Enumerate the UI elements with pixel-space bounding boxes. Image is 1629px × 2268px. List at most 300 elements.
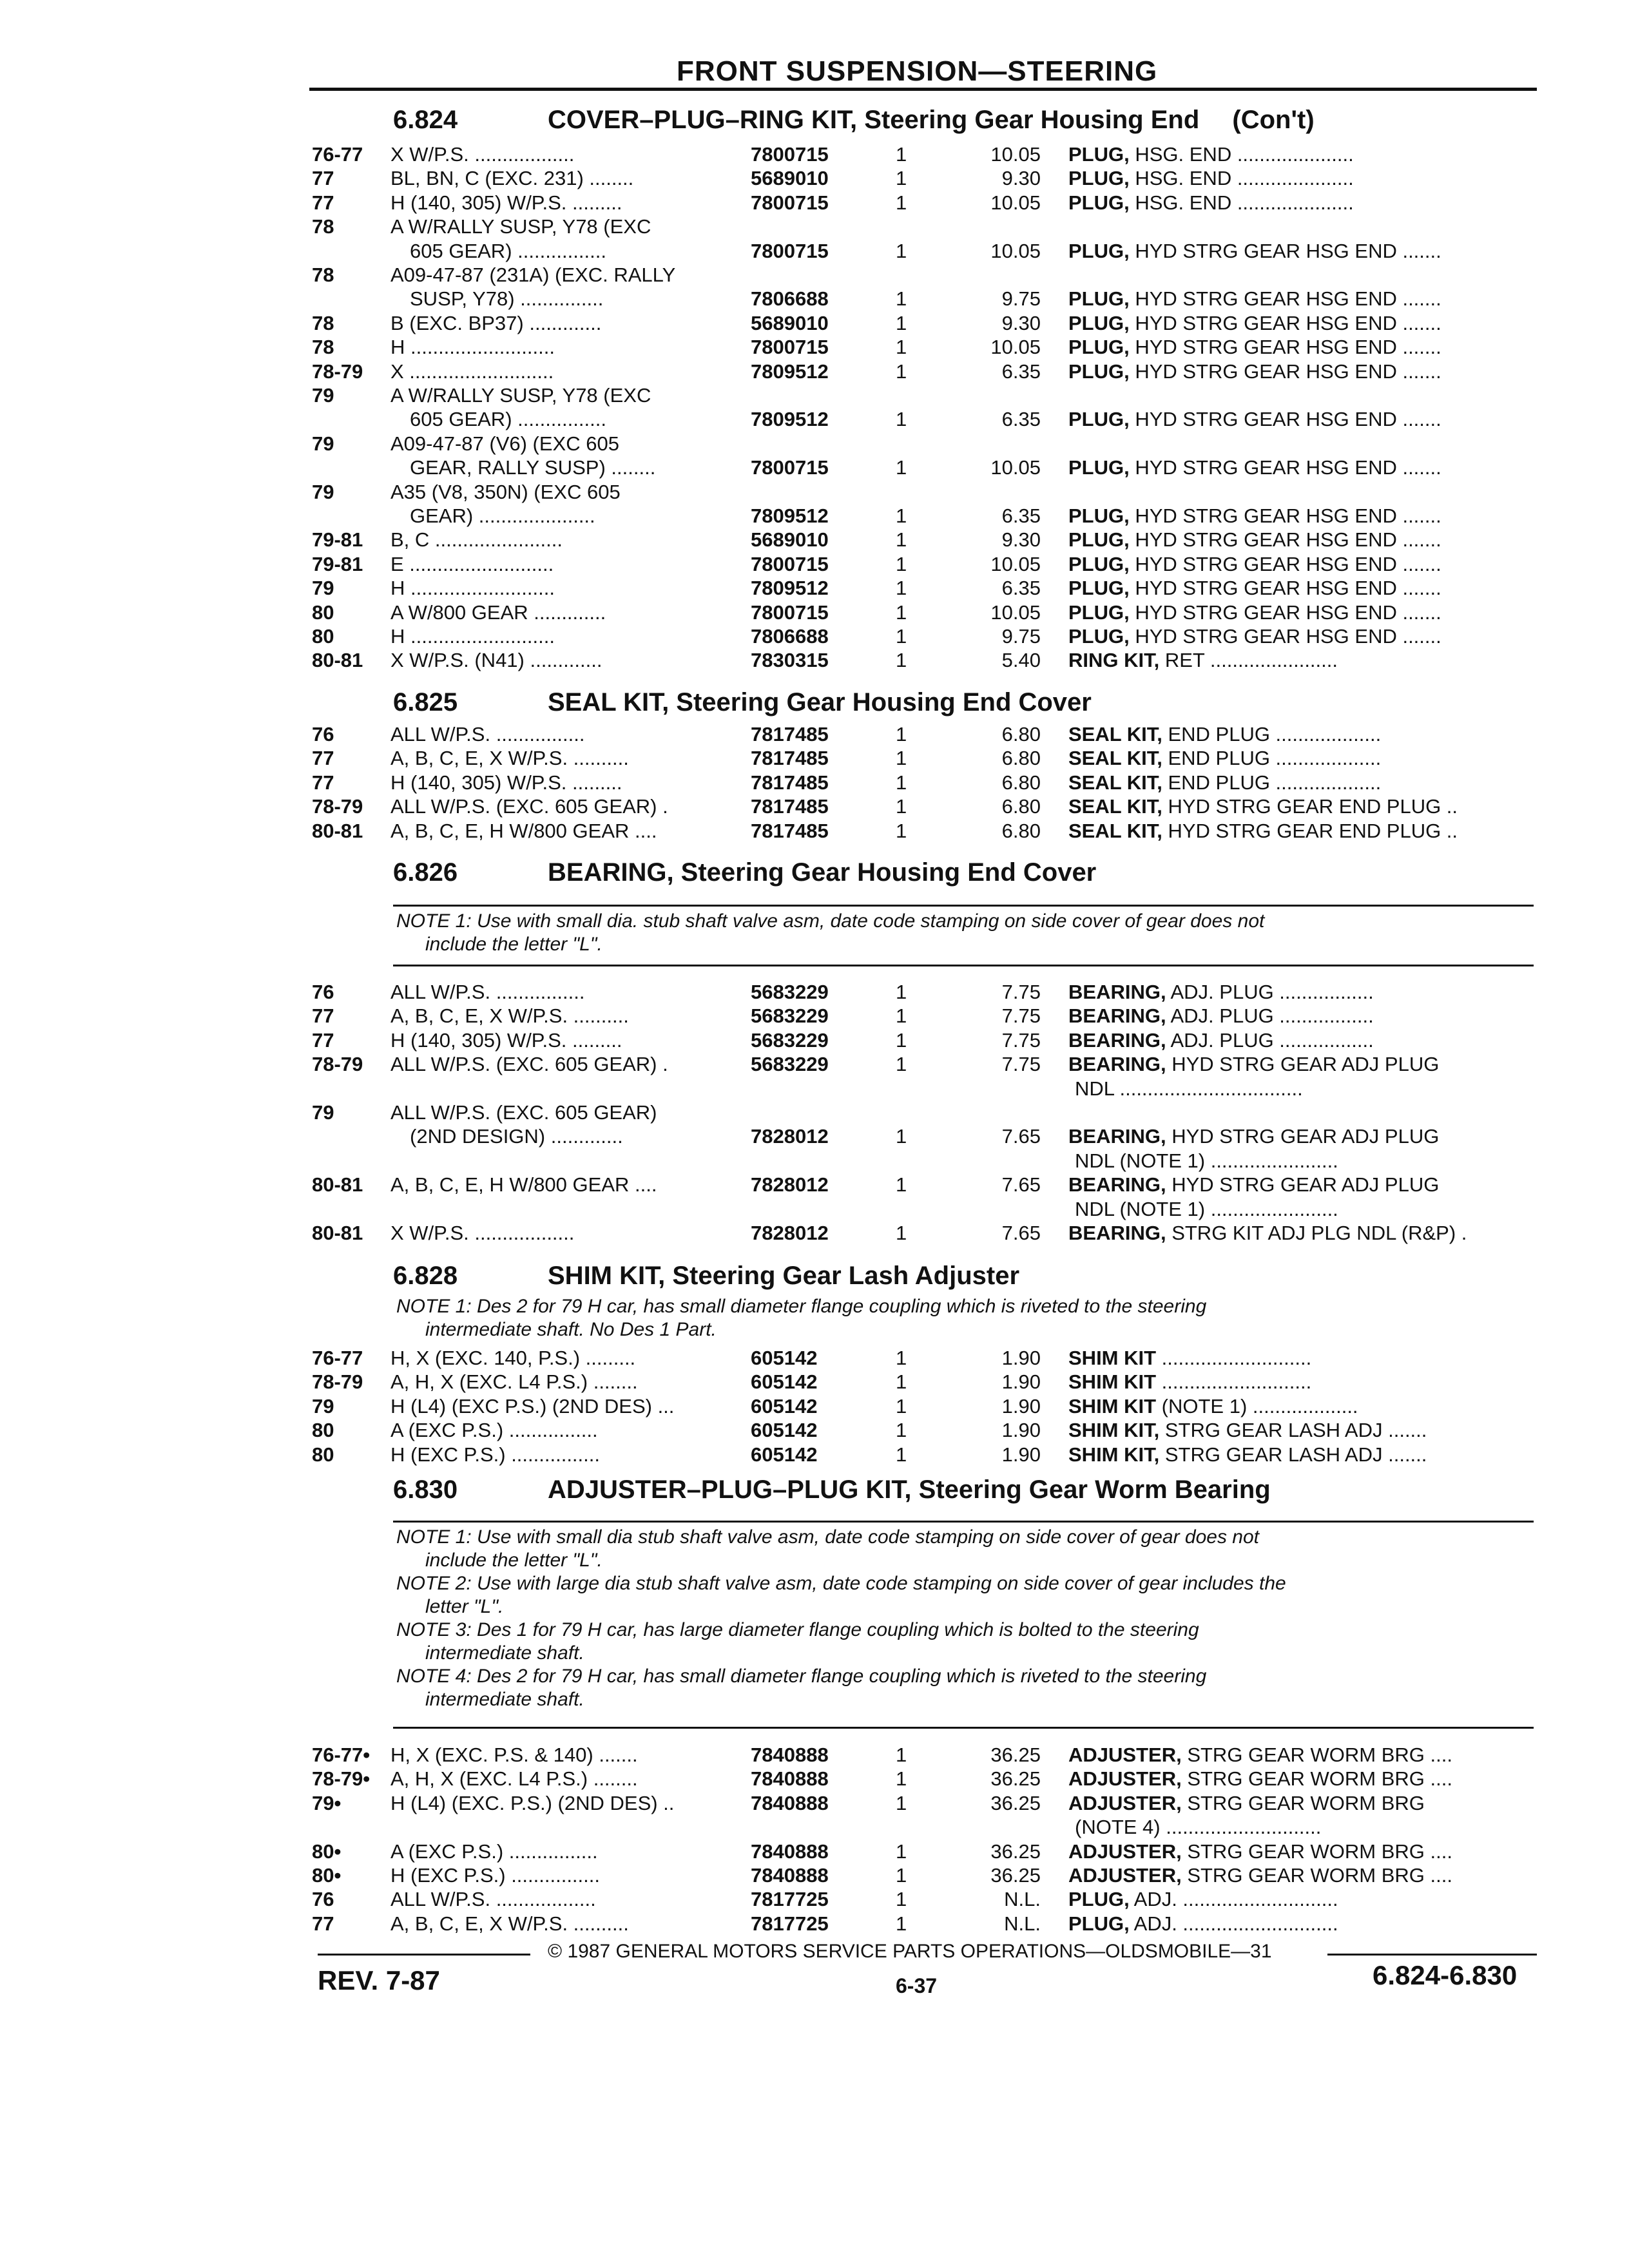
part-number: 7800715 [751, 191, 829, 214]
table-row [0, 649, 1629, 673]
table-row [0, 820, 1629, 844]
application: GEAR) ..................... [410, 505, 595, 527]
section-number: 6.830 [393, 1475, 458, 1504]
description-noun: BEARING, [1068, 981, 1166, 1003]
description [1068, 820, 1545, 843]
part-number: 7840888 [751, 1744, 829, 1766]
quantity: 1 [896, 771, 907, 794]
part-number: 7817725 [751, 1888, 829, 1911]
description [1068, 456, 1545, 479]
part-number: 7817485 [751, 723, 829, 745]
note-line: include the letter "L". [425, 1550, 602, 1571]
section-title: SHIM KIT, Steering Gear Lash Adjuster [548, 1262, 1020, 1290]
table-row [0, 1077, 1629, 1102]
application: X W/P.S. .................. [390, 143, 575, 166]
note-line: include the letter "L". [425, 934, 602, 955]
description-detail: HYD STRG GEAR HSG END ....... [1129, 311, 1441, 334]
description-noun: PLUG, [1068, 1912, 1130, 1935]
section-heading-6825 [393, 688, 1092, 717]
description-noun: ADJUSTER, [1068, 1744, 1182, 1766]
quantity: 1 [896, 625, 907, 648]
table-row [0, 240, 1629, 264]
description [1068, 1744, 1545, 1767]
quantity: 1 [896, 1888, 907, 1911]
part-number: 7817485 [751, 771, 829, 794]
model-year: 79 [312, 1101, 334, 1124]
model-year: 80-81 [312, 649, 363, 672]
section-heading-6830 [393, 1475, 1271, 1504]
part-number: 7828012 [751, 1173, 829, 1196]
description-detail: ........................... [1156, 1370, 1312, 1394]
description [1075, 1198, 1552, 1221]
quantity: 1 [896, 167, 907, 190]
model-year: 77 [312, 1004, 334, 1028]
part-number: 7800715 [751, 601, 829, 624]
model-year: 78-79 [312, 1053, 363, 1076]
table-row [0, 1173, 1629, 1198]
description-noun: BEARING, [1068, 1125, 1166, 1148]
section-rule [393, 1727, 1534, 1729]
price: 9.30 [1001, 167, 1041, 190]
section-number: 6.825 [393, 688, 458, 716]
description-detail: STRG GEAR LASH ADJ ....... [1159, 1443, 1427, 1466]
description [1068, 723, 1545, 746]
description-noun: PLUG, [1068, 239, 1130, 262]
price: 6.80 [1001, 747, 1041, 770]
application: A, B, C, E, X W/P.S. .......... [390, 747, 629, 770]
description [1068, 1029, 1545, 1052]
description-noun: SEAL KIT, [1068, 771, 1162, 794]
section-rule [393, 905, 1534, 907]
description-detail: HYD STRG GEAR ADJ PLUG [1166, 1173, 1440, 1196]
section-number: 6.824 [393, 106, 458, 134]
model-year: 76-77• [312, 1744, 371, 1766]
application: H (140, 305) W/P.S. ......... [390, 771, 622, 794]
model-year: 79 [312, 1394, 334, 1418]
part-number: 5683229 [751, 1004, 829, 1028]
quantity: 1 [896, 1912, 907, 1935]
description [1068, 1395, 1545, 1418]
table-row [0, 1125, 1629, 1149]
description-detail: (NOTE 1) ................... [1156, 1394, 1358, 1418]
table-row [0, 1767, 1629, 1792]
price: 10.05 [990, 336, 1041, 359]
description-detail: STRG GEAR LASH ADJ ....... [1159, 1419, 1427, 1442]
table-row [0, 1370, 1629, 1395]
description-noun: PLUG, [1068, 552, 1130, 575]
price: 36.25 [990, 1791, 1041, 1814]
part-number: 605142 [751, 1370, 818, 1394]
description-detail: HYD STRG GEAR HSG END ....... [1129, 625, 1441, 648]
description-noun: PLUG, [1068, 408, 1130, 431]
model-year: 78-79• [312, 1767, 371, 1791]
description [1075, 1077, 1552, 1100]
table-row [0, 577, 1629, 601]
quantity: 1 [896, 239, 907, 262]
description-detail: STRG GEAR WORM BRG .... [1181, 1744, 1452, 1766]
quantity: 1 [896, 601, 907, 624]
description-noun: BEARING, [1068, 1222, 1166, 1244]
application: A, H, X (EXC. L4 P.S.) ........ [390, 1370, 638, 1394]
application: H .......................... [390, 577, 555, 600]
footer-rule-left [318, 1954, 530, 1956]
quantity: 1 [896, 505, 907, 527]
table-row [0, 1443, 1629, 1468]
table-row [0, 264, 1629, 288]
application: H, X (EXC. 140, P.S.) ......... [390, 1347, 636, 1369]
model-year: 79 [312, 432, 334, 455]
description-detail: HYD STRG GEAR HSG END ....... [1129, 456, 1441, 479]
description-detail: HSG. END ..................... [1129, 191, 1354, 214]
note-line: NOTE 1: Use with small dia stub shaft valve asm, date code stamping on side cover of gear does not [396, 1526, 1259, 1548]
quantity: 1 [896, 408, 907, 431]
quantity: 1 [896, 819, 907, 842]
description-detail: HYD STRG GEAR HSG END ....... [1129, 505, 1441, 527]
part-number: 7817485 [751, 747, 829, 770]
part-number: 7800715 [751, 456, 829, 479]
section-suffix: (Con't) [1232, 106, 1315, 134]
quantity: 1 [896, 552, 907, 575]
description-detail: NDL (NOTE 1) ....................... [1075, 1149, 1338, 1172]
quantity: 1 [896, 143, 907, 166]
model-year: 79-81 [312, 528, 363, 552]
quantity: 1 [896, 1840, 907, 1863]
description [1068, 795, 1545, 818]
application: A W/RALLY SUSP, Y78 (EXC [390, 215, 651, 238]
description-detail: HYD STRG GEAR HSG END ....... [1129, 528, 1441, 552]
note-line: intermediate shaft. No Des 1 Part. [425, 1319, 717, 1340]
part-number: 7828012 [751, 1125, 829, 1148]
model-year: 78-79 [312, 360, 363, 383]
description-detail: NDL ................................. [1075, 1077, 1303, 1100]
price: 7.65 [1001, 1125, 1041, 1148]
price: 9.75 [1001, 625, 1041, 648]
description-detail: ........................... [1156, 1347, 1312, 1369]
note-line: NOTE 2: Use with large dia stub shaft valve asm, date code stamping on side cover of gear includes the [396, 1573, 1286, 1594]
price: 9.75 [1001, 287, 1041, 311]
part-number: 7800715 [751, 552, 829, 575]
description-noun: BEARING, [1068, 1053, 1166, 1076]
description-noun: RING KIT, [1068, 649, 1160, 672]
price: 6.80 [1001, 795, 1041, 818]
description-detail: HYD STRG GEAR END PLUG .. [1162, 819, 1458, 842]
model-year: 80 [312, 1419, 334, 1442]
section-title: COVER–PLUG–RING KIT, Steering Gear Housing End [548, 106, 1200, 134]
price: 6.35 [1001, 360, 1041, 383]
table-row [0, 287, 1629, 312]
description [1068, 1419, 1545, 1442]
footer-rule-right [1327, 1954, 1537, 1956]
application: ALL W/P.S. (EXC. 605 GEAR) . [390, 1053, 668, 1076]
price: 9.30 [1001, 528, 1041, 552]
model-year: 80-81 [312, 1173, 363, 1196]
description [1068, 1864, 1545, 1887]
description-noun: SEAL KIT, [1068, 723, 1162, 745]
application: SUSP, Y78) ............... [410, 287, 604, 311]
model-year: 76 [312, 981, 334, 1003]
section-title: SEAL KIT, Steering Gear Housing End Cover [548, 688, 1092, 716]
application: B, C ....................... [390, 528, 563, 552]
table-row [0, 1101, 1629, 1126]
application: 605 GEAR) ................ [410, 239, 606, 262]
model-year: 78-79 [312, 795, 363, 818]
note-line: NOTE 1: Des 2 for 79 H car, has small diameter flange coupling which is riveted to the steering [396, 1296, 1207, 1317]
part-number: 5689010 [751, 311, 829, 334]
table-row [0, 1004, 1629, 1029]
table-row [0, 191, 1629, 216]
part-number: 7809512 [751, 360, 829, 383]
table-row [0, 1888, 1629, 1912]
description-noun: PLUG, [1068, 601, 1130, 624]
description [1068, 771, 1545, 794]
description [1068, 360, 1545, 383]
title-rule [309, 88, 1537, 91]
table-row [0, 312, 1629, 336]
revision-label: REV. 7-87 [318, 1965, 440, 1995]
price: 36.25 [990, 1767, 1041, 1791]
description [1068, 625, 1545, 648]
application: A, B, C, E, H W/800 GEAR .... [390, 819, 657, 842]
model-year: 80-81 [312, 1222, 363, 1244]
description-noun: PLUG, [1068, 191, 1130, 214]
section-title: BEARING, Steering Gear Housing End Cover [548, 858, 1097, 887]
model-year: 80• [312, 1840, 342, 1863]
description-detail: STRG GEAR WORM BRG .... [1181, 1840, 1452, 1863]
part-number: 7800715 [751, 336, 829, 359]
table-row [0, 1222, 1629, 1246]
note-line: NOTE 4: Des 2 for 79 H car, has small diameter flange coupling which is riveted to the steering [396, 1666, 1207, 1687]
price: 10.05 [990, 143, 1041, 166]
model-year: 77 [312, 191, 334, 214]
model-year: 76-77 [312, 1347, 363, 1369]
price: 7.75 [1001, 1004, 1041, 1028]
quantity: 1 [896, 311, 907, 334]
description [1068, 528, 1545, 552]
description-detail: HYD STRG GEAR ADJ PLUG [1166, 1125, 1440, 1148]
description [1068, 167, 1545, 190]
section-rule [393, 965, 1534, 966]
table-row [0, 384, 1629, 408]
quantity: 1 [896, 1394, 907, 1418]
description [1075, 1149, 1552, 1173]
quantity: 1 [896, 981, 907, 1003]
model-year: 78-79 [312, 1370, 363, 1394]
application: A (EXC P.S.) ................ [390, 1840, 598, 1863]
description-noun: PLUG, [1068, 456, 1130, 479]
note-line: intermediate shaft. [425, 1642, 584, 1664]
quantity: 1 [896, 1173, 907, 1196]
section-rule [393, 1521, 1534, 1523]
price: N.L. [1004, 1912, 1041, 1935]
description [1068, 1912, 1545, 1936]
table-row [0, 215, 1629, 240]
description-noun: PLUG, [1068, 336, 1130, 359]
quantity: 1 [896, 723, 907, 745]
table-row [0, 360, 1629, 385]
description-noun: ADJUSTER, [1068, 1767, 1182, 1791]
description [1068, 1053, 1545, 1076]
description [1068, 1370, 1545, 1394]
quantity: 1 [896, 1767, 907, 1791]
part-number: 7817725 [751, 1912, 829, 1935]
description [1068, 601, 1545, 624]
quantity: 1 [896, 1004, 907, 1028]
application: H (140, 305) W/P.S. ......... [390, 191, 622, 214]
description [1068, 505, 1545, 528]
page-number: 6-37 [896, 1974, 938, 1997]
part-number: 5689010 [751, 528, 829, 552]
section-range: 6.824-6.830 [1373, 1960, 1518, 1990]
footer-copyright: © 1987 GENERAL MOTORS SERVICE PARTS OPERATIONS—OLDSMOBILE—31 [548, 1941, 1272, 1962]
application: H (L4) (EXC P.S.) (2ND DES) ... [390, 1394, 675, 1418]
quantity: 1 [896, 795, 907, 818]
description [1068, 143, 1545, 166]
description-noun: PLUG, [1068, 1888, 1130, 1911]
quantity: 1 [896, 191, 907, 214]
table-row [0, 795, 1629, 820]
application: ALL W/P.S. .................. [390, 1888, 596, 1911]
description-detail: HYD STRG GEAR HSG END ....... [1129, 552, 1441, 575]
table-row [0, 432, 1629, 457]
model-year: 78 [312, 215, 334, 238]
table-row [0, 723, 1629, 747]
model-year: 79-81 [312, 552, 363, 575]
description-noun: PLUG, [1068, 143, 1130, 166]
description-detail: HYD STRG GEAR HSG END ....... [1129, 408, 1441, 431]
application: ALL W/P.S. (EXC. 605 GEAR) [390, 1101, 657, 1124]
description-detail: ADJ. PLUG ................. [1166, 981, 1374, 1003]
description [1068, 240, 1545, 263]
price: 7.65 [1001, 1173, 1041, 1196]
application: A, B, C, E, H W/800 GEAR .... [390, 1173, 657, 1196]
section-number: 6.826 [393, 858, 458, 887]
price: 6.80 [1001, 819, 1041, 842]
price: 10.05 [990, 601, 1041, 624]
part-number: 7840888 [751, 1767, 829, 1791]
application: ALL W/P.S. ................ [390, 981, 585, 1003]
price: 7.75 [1001, 981, 1041, 1003]
table-row [0, 1198, 1629, 1222]
model-year: 80 [312, 601, 334, 624]
note-line: NOTE 3: Des 1 for 79 H car, has large diameter flange coupling which is bolted to the steering [396, 1619, 1199, 1640]
application: A (EXC P.S.) ................ [390, 1419, 598, 1442]
description-detail: HSG. END ..................... [1129, 143, 1354, 166]
table-row [0, 1347, 1629, 1371]
description [1068, 553, 1545, 576]
table-row [0, 1395, 1629, 1419]
description-noun: SHIM KIT [1068, 1347, 1157, 1369]
price: 10.05 [990, 239, 1041, 262]
description-detail: HYD STRG GEAR HSG END ....... [1129, 287, 1441, 311]
description-noun: ADJUSTER, [1068, 1840, 1182, 1863]
description-detail: ADJ. PLUG ................. [1166, 1028, 1374, 1052]
description-detail: HYD STRG GEAR HSG END ....... [1129, 360, 1441, 383]
quantity: 1 [896, 1370, 907, 1394]
note-line: letter "L". [425, 1596, 504, 1617]
quantity: 1 [896, 456, 907, 479]
description [1068, 1004, 1545, 1028]
price: 10.05 [990, 191, 1041, 214]
description [1068, 1767, 1545, 1791]
description-detail: STRG GEAR WORM BRG .... [1181, 1864, 1452, 1887]
description [1068, 1888, 1545, 1911]
quantity: 1 [896, 287, 907, 311]
section-heading-6828 [393, 1262, 1019, 1291]
note-block [396, 1526, 1556, 1711]
application: X .......................... [390, 360, 554, 383]
quantity: 1 [896, 1222, 907, 1244]
table-row [0, 1744, 1629, 1768]
table-row [0, 167, 1629, 191]
part-number: 5683229 [751, 1053, 829, 1076]
part-number: 5683229 [751, 1028, 829, 1052]
description-noun: BEARING, [1068, 1004, 1166, 1028]
table-row [0, 553, 1629, 577]
note-block [396, 1295, 1556, 1341]
price: 6.35 [1001, 577, 1041, 600]
model-year: 77 [312, 1912, 334, 1935]
section-heading-6826 [393, 858, 1096, 887]
model-year: 77 [312, 167, 334, 190]
table-row [0, 456, 1629, 481]
model-year: 79 [312, 480, 334, 503]
table-row [0, 481, 1629, 505]
description [1068, 649, 1545, 672]
application: E .......................... [390, 552, 554, 575]
price: N.L. [1004, 1888, 1041, 1911]
model-year: 78 [312, 311, 334, 334]
description [1068, 1347, 1545, 1370]
table-row [0, 1912, 1629, 1937]
description-detail: ADJ. ............................ [1129, 1912, 1338, 1935]
description-noun: PLUG, [1068, 528, 1130, 552]
description-detail: ADJ. ............................ [1129, 1888, 1338, 1911]
description-noun: BEARING, [1068, 1028, 1166, 1052]
description-noun: PLUG, [1068, 577, 1130, 600]
model-year: 76 [312, 723, 334, 745]
application: 605 GEAR) ................ [410, 408, 606, 431]
table-row [0, 1816, 1629, 1840]
description [1068, 287, 1545, 311]
description-noun: SEAL KIT, [1068, 819, 1162, 842]
description-detail: END PLUG ................... [1162, 747, 1382, 770]
description [1068, 408, 1545, 431]
application: X W/P.S. (N41) ............. [390, 649, 602, 672]
price: 6.80 [1001, 771, 1041, 794]
application: H (EXC P.S.) ................ [390, 1443, 601, 1466]
quantity: 1 [896, 747, 907, 770]
price: 36.25 [990, 1864, 1041, 1887]
application: A, H, X (EXC. L4 P.S.) ........ [390, 1767, 638, 1791]
price: 5.40 [1001, 649, 1041, 672]
table-row [0, 1419, 1629, 1443]
model-year: 79 [312, 384, 334, 407]
part-number: 7809512 [751, 577, 829, 600]
quantity: 1 [896, 360, 907, 383]
price: 7.65 [1001, 1222, 1041, 1244]
part-number: 7840888 [751, 1840, 829, 1863]
table-row [0, 1840, 1629, 1865]
description-noun: SHIM KIT [1068, 1370, 1157, 1394]
description-detail: STRG GEAR WORM BRG .... [1181, 1767, 1452, 1791]
description-noun: PLUG, [1068, 505, 1130, 527]
quantity: 1 [896, 336, 907, 359]
application: A W/RALLY SUSP, Y78 (EXC [390, 384, 651, 407]
description-detail: HYD STRG GEAR ADJ PLUG [1166, 1053, 1440, 1076]
table-row [0, 528, 1629, 553]
description [1068, 747, 1545, 770]
table-row [0, 336, 1629, 360]
